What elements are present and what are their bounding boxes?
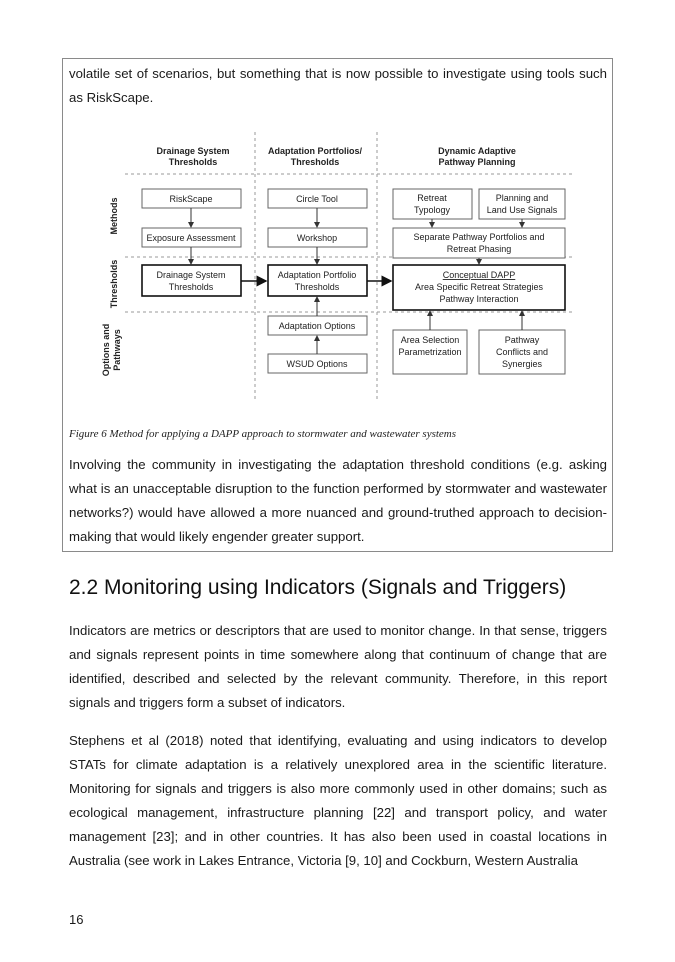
row-label-options-2: Pathways	[112, 329, 122, 371]
label-adaptation-portfolio-1: Adaptation Portfolio	[277, 270, 357, 280]
label-retreat-2: Typology	[413, 205, 451, 215]
after-figure-paragraph: Involving the community in investigating the adaptation threshold conditions (e.g. asking what is an unacceptable disruption to the function performed by stormwater and wastewater networks?) would have allowed a more nuanced and ground-truthed approach to decision-making that would likely engender greater support.	[69, 457, 607, 544]
col-header-drainage-2: Thresholds	[168, 157, 218, 167]
row-label-thresholds: Thresholds	[109, 259, 119, 309]
label-circle-tool: Circle Tool	[296, 194, 338, 204]
section-heading: 2.2 Monitoring using Indicators (Signals and Triggers)	[69, 576, 567, 599]
body-paragraph-2: Stephens et al (2018) noted that identifying, evaluating and using indicators to develop STATs for climate adaptation is a relatively unexplored area in the scientific literature. Monitoring for signals and triggers is also more commonly used in other domains; such as ecological management, infrastructure planning [22] and transport policy, and water management [23]; and in other countries. It has also been used in coastal locations in Australia (see work in Lakes Entrance, Victoria [9, 10] and Cockburn, Western Australia	[69, 733, 607, 868]
col-header-dapp-1: Dynamic Adaptive	[438, 146, 516, 156]
page-number: 16	[69, 912, 84, 927]
label-area-selection-2: Parametrization	[398, 347, 462, 357]
label-dapp-2: Area Specific Retreat Strategies	[414, 282, 544, 292]
label-drainage-2: Thresholds	[168, 282, 214, 292]
dapp-method-diagram	[95, 132, 575, 407]
row-label-options-1: Options and	[101, 323, 111, 377]
label-drainage-1: Drainage System	[156, 270, 226, 280]
col-header-drainage-1: Drainage System	[156, 146, 230, 156]
label-workshop: Workshop	[296, 233, 338, 243]
body-paragraph-1: Indicators are metrics or descriptors that are used to monitor change. In that sense, triggers and signals represent points in time somewhere along that continuum of change that are identified, described and selected by the relevant community. Therefore, in this report signals and triggers form a subset of indicators.	[69, 623, 607, 710]
row-label-methods: Methods	[109, 197, 119, 235]
figure-caption: Figure 6 Method for applying a DAPP approach to stormwater and wastewater systems	[69, 428, 457, 440]
label-area-selection-1: Area Selection	[400, 335, 460, 345]
label-dapp-3: Pathway Interaction	[439, 294, 519, 304]
label-planning-2: Land Use Signals	[486, 205, 558, 215]
label-planning-1: Planning and	[495, 193, 549, 203]
label-separate-1: Separate Pathway Portfolios and	[413, 232, 545, 242]
label-pathway-conflicts-3: Synergies	[501, 359, 543, 369]
intro-paragraph: volatile set of scenarios, but something that is now possible to investigate using tools such as RiskScape.	[69, 66, 607, 105]
label-riskscape: RiskScape	[169, 194, 213, 204]
label-retreat-1: Retreat	[417, 193, 447, 203]
label-separate-2: Retreat Phasing	[446, 244, 512, 254]
col-header-adaptation-2: Thresholds	[290, 157, 340, 167]
col-header-dapp-2: Pathway Planning	[438, 157, 516, 167]
label-pathway-conflicts-2: Conflicts and	[495, 347, 549, 357]
label-dapp-1: Conceptual DAPP	[442, 270, 516, 280]
label-adaptation-options: Adaptation Options	[278, 321, 356, 331]
col-header-adaptation-1: Adaptation Portfolios/	[268, 146, 362, 156]
label-adaptation-portfolio-2: Thresholds	[294, 282, 340, 292]
label-wsud: WSUD Options	[286, 359, 348, 369]
label-exposure: Exposure Assessment	[146, 233, 236, 243]
label-pathway-conflicts-1: Pathway	[504, 335, 540, 345]
